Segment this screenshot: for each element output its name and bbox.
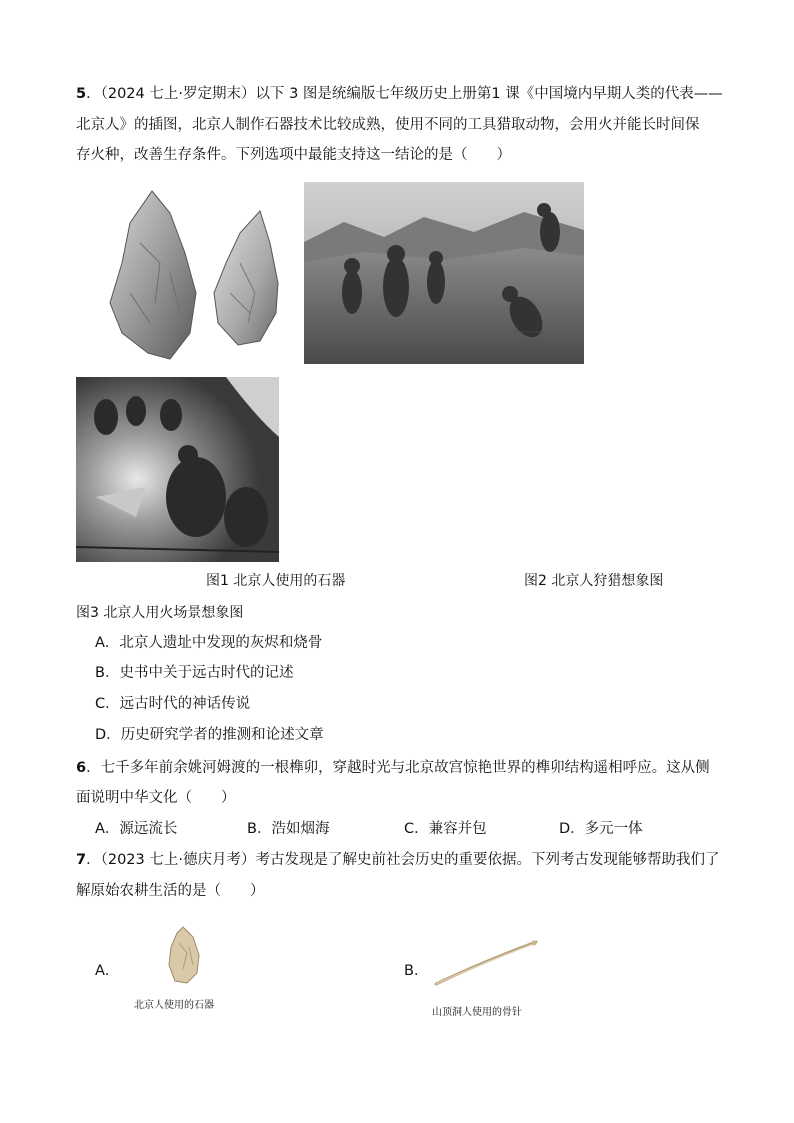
q7-option-a-caption: 北京人使用的石器 <box>134 1000 214 1011</box>
q7-option-a-stone-tool-image[interactable] <box>165 925 203 985</box>
q5-option-d[interactable]: D．历史研究学者的推测和论述文章 <box>95 727 324 743</box>
q5-option-b[interactable]: B．史书中关于远古时代的记述 <box>95 665 294 681</box>
figure2-caption: 图2 北京人狩猎想象图 <box>524 573 664 589</box>
q7-line2: 解原始农耕生活的是（ ） <box>76 883 265 899</box>
figure1-caption: 图1 北京人使用的石器 <box>206 573 346 589</box>
q6-line2: 面说明中华文化（ ） <box>76 790 236 806</box>
figure3-caption: 图3 北京人用火场景想象图 <box>76 605 244 621</box>
figure2-hunting-scene-image <box>304 182 584 364</box>
q5-number: 5 <box>76 86 87 102</box>
figure3-fire-scene-image <box>76 377 279 562</box>
q6-line1: 6．七千多年前余姚河姆渡的一根榫卯，穿越时光与北京故宫惊艳世界的榫卯结构遥相呼应。这从侧 <box>76 760 710 776</box>
q7-option-b-bone-needle-image[interactable] <box>432 936 542 988</box>
q7-number: 7 <box>76 852 87 868</box>
q6-option-c[interactable]: C．兼容并包 <box>404 821 487 837</box>
q5-line3: 存火种，改善生存条件。下列选项中最能支持这一结论的是（ ） <box>76 147 511 163</box>
q5-option-c[interactable]: C．远古时代的神话传说 <box>95 696 251 712</box>
q6-option-d[interactable]: D．多元一体 <box>559 821 643 837</box>
q5-option-a[interactable]: A．北京人遗址中发现的灰烬和烧骨 <box>95 635 323 651</box>
q6-option-a[interactable]: A．源远流长 <box>95 821 178 837</box>
q6-number: 6 <box>76 760 87 776</box>
q7-line1: 7．（2023 七上·德庆月考）考古发现是了解史前社会历史的重要依据。下列考古发现能够帮助我们了 <box>76 852 720 868</box>
q6-option-b[interactable]: B．浩如烟海 <box>247 821 330 837</box>
q7-option-b-label[interactable]: B． <box>404 963 429 979</box>
q5-line1: 5．（2024 七上·罗定期末）以下 3 图是统编版七年级历史上册第1 课《中国境内早期人类的代表—— <box>76 86 723 102</box>
q7-option-a-label[interactable]: A． <box>95 963 120 979</box>
q7-option-b-caption: 山顶洞人使用的骨针 <box>432 1007 522 1018</box>
figure1-stone-tools-image <box>100 183 290 363</box>
q5-line2: 北京人》的插图，北京人制作石器技术比较成熟，使用不同的工具猎取动物，会用火并能长时间保 <box>76 117 700 133</box>
